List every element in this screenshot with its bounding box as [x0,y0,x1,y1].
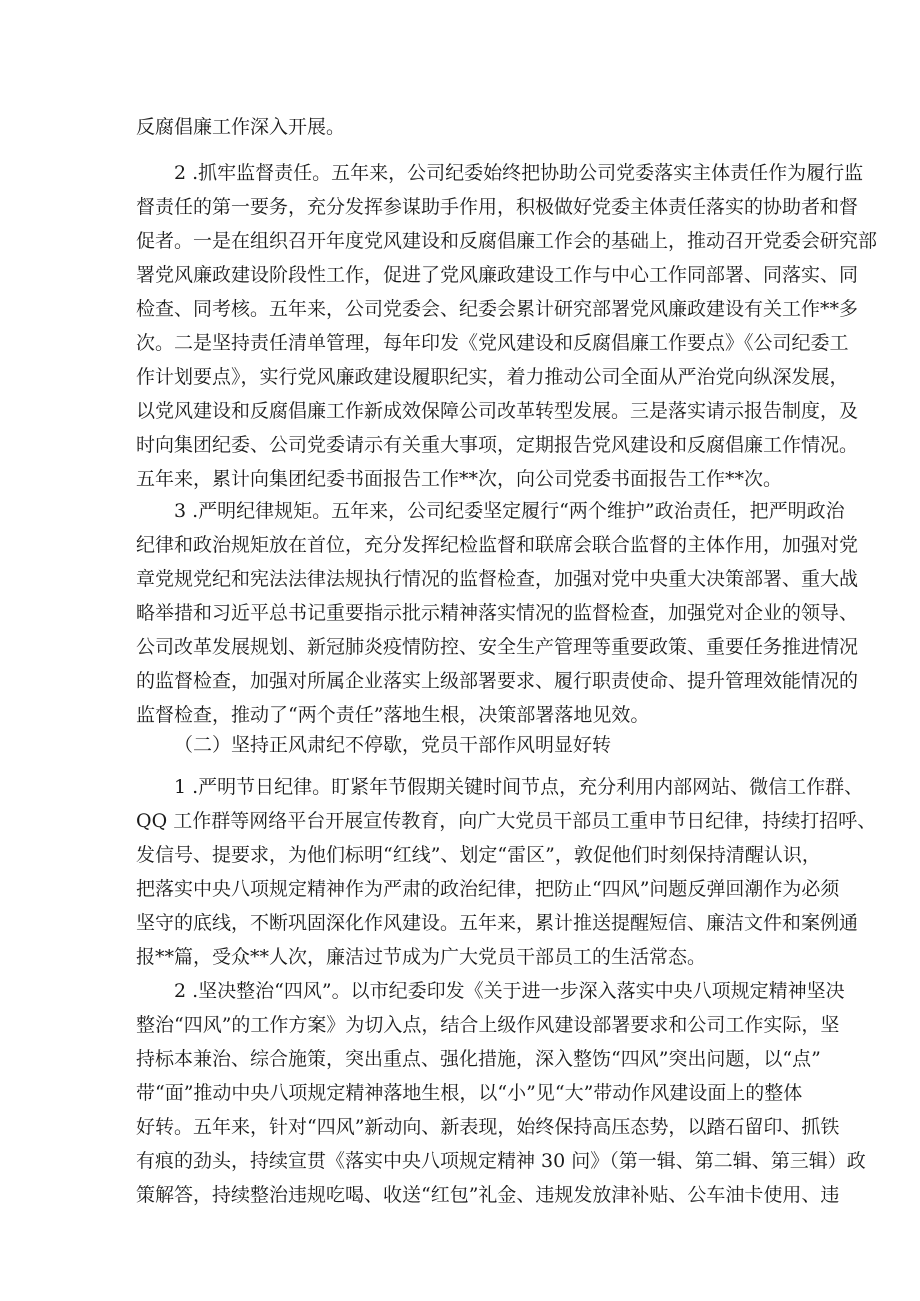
text-line: 反腐倡廉工作深入开展。 [136,116,346,138]
text-line: 有痕的劲头，持续宣贯《落实中央八项规定精神 30 问》（第一辑、第二辑、第三辑）政 [136,1150,866,1172]
text-line: 以党风建设和反腐倡廉工作新成效保障公司改革转型发展。三是落实请示报告制度，及 [136,400,859,422]
text-line: 章党规党纪和宪法法律法规执行情况的监督检查，加强对党中央重大决策部署、重大战 [136,568,859,590]
section-heading [174,728,734,762]
text-line: 整治“四风”的工作方案》为切入点，结合上级作风建设部署要求和公司工作实际，坚 [136,1014,840,1036]
text-line: 略举措和习近平总书记重要指示批示精神落实情况的监督检查，加强党对企业的领导、 [136,602,859,624]
text-line: 2 .坚决整治“四风”。以市纪委印发《关于进一步深入落实中央八项规定精神坚决 [174,980,845,1002]
text-line: 检查、同考核。五年来，公司党委会、纪委会累计研究部署党风廉政建设有关工作**多 [136,298,859,320]
text-line: 作计划要点》，实行党风廉政建设履职纪实，着力推动公司全面从严治党向纵深发展， [136,366,849,388]
section-heading-text: （二）坚持正风肃纪不停歇，党员干部作风明显好转 [174,734,612,756]
text-line: 的监督检查，加强对所属企业落实上级部署要求、履行职责使命、提升管理效能情况的 [136,670,859,692]
text-line: 好转。五年来，针对“四风”新动向、新表现，始终保持高压态势，以踏石留印、抓铁 [136,1116,840,1138]
paragraph-four-winds [136,974,866,1212]
text-line: 2 .抓牢监督责任。五年来，公司纪委始终把协助公司党委落实主体责任作为履行监 [174,162,864,184]
text-line: 五年来，累计向集团纪委书面报告工作**次，向公司党委书面报告工作**次。 [136,468,783,490]
text-line: 督责任的第一要务，充分发挥参谋助手作用，积极做好党委主体责任落实的协助者和督 [136,196,859,218]
text-line: 发信号、提要求，为他们标明“红线”、划定“雷区”，敦促他们时刻保持清醒认识， [136,844,821,866]
paragraph-supervision-responsibility [136,156,878,496]
paragraph-holiday-discipline [136,770,877,974]
text-line: 次。二是坚持责任清单管理，每年印发《党风建设和反腐倡廉工作要点》《公司纪委工 [136,332,849,354]
paragraph-discipline-rules [136,494,859,732]
text-line: 报**篇，受众**人次，廉洁过节成为广大党员干部员工的生活常态。 [136,946,707,968]
text-line: 带“面”推动中央八项规定精神落地生根，以“小”见“大”带动作风建设面上的整体 [136,1082,803,1104]
text-line: 促者。一是在组织召开年度党风建设和反腐倡廉工作会的基础上，推动召开党委会研究部 [136,230,878,252]
text-line: 3 .严明纪律规矩。五年来，公司纪委坚定履行“两个维护”政治责任，把严明政治 [174,500,845,522]
text-line: 公司改革发展规划、新冠肺炎疫情防控、安全生产管理等重要政策、重要任务推进情况 [136,636,859,658]
text-line: 时向集团纪委、公司党委请示有关重大事项，定期报告党风建设和反腐倡廉工作情况。 [136,434,859,456]
text-line: 纪律和政治规矩放在首位，充分发挥纪检监督和联席会联合监督的主体作用，加强对党 [136,534,859,556]
text-line: 策解答，持续整治违规吃喝、收送“红包”礼金、违规发放津补贴、公车油卡使用、违 [136,1184,840,1206]
paragraph-intro-tail [136,110,796,144]
text-line: 坚守的底线，不断巩固深化作风建设。五年来，累计推送提醒短信、廉洁文件和案例通 [136,912,859,934]
text-line: 持标本兼治、综合施策，突出重点、强化措施，深入整饬“四风”突出问题，以“点” [136,1048,821,1070]
text-line: 署党风廉政建设阶段性工作，促进了党风廉政建设工作与中心工作同部署、同落实、同 [136,264,859,286]
text-line: 监督检查，推动了“两个责任”落地生根，决策部署落地见效。 [136,704,650,726]
text-line: 把落实中央八项规定精神作为严肃的政治纪律，把防止“四风”问题反弹回潮作为必须 [136,878,840,900]
text-line: QQ 工作群等网络平台开展宣传教育，向广大党员干部员工重申节日纪律，持续打招呼、 [136,810,877,832]
text-line: 1 .严明节日纪律。盯紧年节假期关键时间节点，充分利用内部网站、微信工作群、 [174,776,864,798]
